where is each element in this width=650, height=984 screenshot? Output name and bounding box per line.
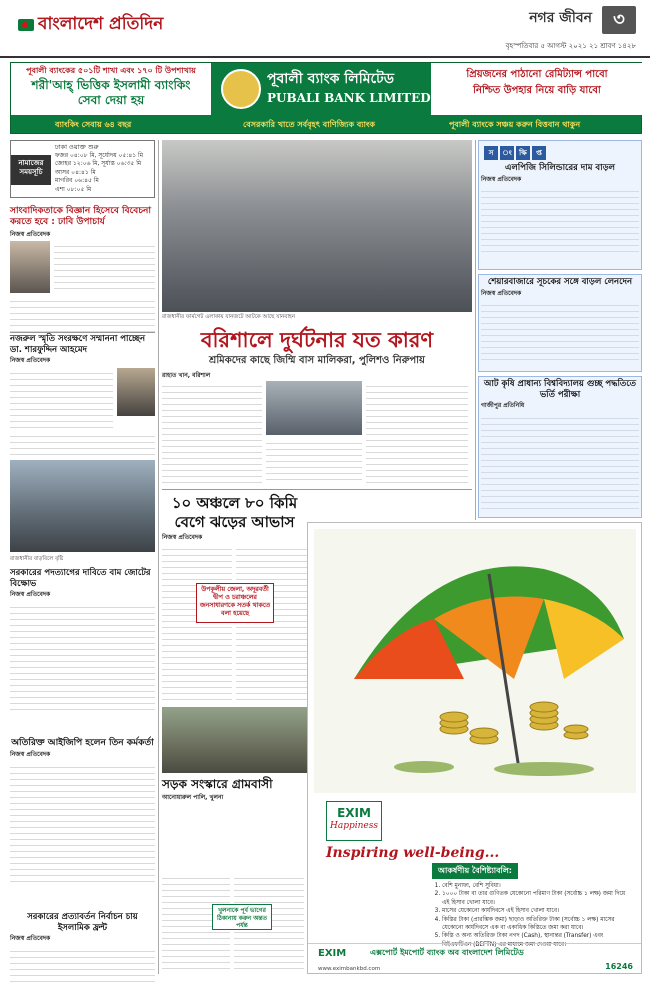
headline[interactable]: নজরুল স্মৃতি সংরক্ষণে সম্মাননা পাচ্ছেন ডা. শারফুদ্দিন আহমেদ bbox=[10, 334, 146, 355]
exim-happiness-logo bbox=[326, 801, 382, 841]
bank-name: এক্সপোর্ট ইমপোর্ট ব্যাংক অব বাংলাদেশ লিমিটেড bbox=[370, 948, 524, 957]
feature-item: 3. মাসের যেকোনো কার্যদিবসে এই হিসাব খোলা যাবে। bbox=[442, 907, 632, 915]
headline[interactable]: সড়ক সংস্কারে গ্রামবাসী bbox=[162, 777, 273, 792]
divider bbox=[162, 489, 472, 490]
prayer-time: আসর ০৪:৪১ মি bbox=[55, 168, 96, 176]
ad-text: শরী'আহ্ ভিত্তিক ইসলামী ব্যাংকিং bbox=[31, 78, 191, 92]
story-body bbox=[10, 762, 155, 882]
feature-item: 2. ১০০০ টাকা বা তার গুণিতক যেকোনো পরিমাণ টাকা (সর্বোচ্চ ১ লক্ষ) জমা দিয়ে এই হিসাব খোলা যাবে। bbox=[442, 890, 632, 907]
bus-photo bbox=[266, 381, 362, 435]
logo-text: Happiness bbox=[330, 821, 378, 831]
story-body bbox=[481, 186, 639, 254]
ad-strip bbox=[11, 115, 643, 135]
byline: গাজীপুর প্রতিনিধি bbox=[481, 402, 525, 410]
story-body bbox=[162, 544, 232, 704]
byline: নিজস্ব প্রতিবেদক bbox=[10, 591, 51, 599]
column-divider bbox=[158, 140, 159, 974]
brief-lpg[interactable] bbox=[478, 140, 642, 270]
date-line: বৃহস্পতিবার ৫ আগস্ট ২০২১ ২১ শ্রাবণ ১৪২৮ bbox=[505, 42, 636, 50]
exim-bank-ad[interactable] bbox=[307, 522, 642, 974]
headline[interactable]: সাংবাদিকতাকে বিজ্ঞান হিসেবে বিবেচনা করতে হবে : ঢাবি উপাচার্য bbox=[10, 206, 152, 228]
byline: নিজস্ব প্রতিবেদক bbox=[481, 289, 522, 297]
headline[interactable]: অতিরিক্ত আইজিপি হলেন তিন কর্মকর্তা bbox=[11, 738, 154, 748]
prayer-time: মাগরিব ০৬:৪৫ মি bbox=[55, 177, 99, 185]
prayer-times bbox=[55, 152, 143, 194]
story-islamic-front[interactable] bbox=[10, 912, 155, 984]
ad-tagline: Inspiring well-being... bbox=[326, 845, 500, 861]
story-body bbox=[481, 300, 639, 360]
bank-name-bn: পূবালী ব্যাংক লিমিটেড bbox=[267, 71, 395, 87]
ad-brand-panel bbox=[211, 63, 431, 115]
brief-letter: স bbox=[484, 146, 498, 160]
ad-text: পূবালী ব্যাংকের ৫০১টি শাখা এবং ১৭০ টি উপশাখায় bbox=[26, 66, 196, 75]
column-divider bbox=[475, 140, 476, 520]
story-body bbox=[10, 296, 155, 336]
story-body bbox=[481, 413, 639, 509]
bank-name-en: PUBALI BANK LIMITED bbox=[267, 91, 431, 105]
story-igp[interactable] bbox=[10, 738, 155, 882]
story-body bbox=[162, 381, 262, 485]
prayer-time: জোহর ১২:০৬ মি, সূর্যাস্ত ০৬:৩৫ মি bbox=[55, 160, 142, 168]
brief-agri-university[interactable] bbox=[478, 376, 642, 518]
headline[interactable]: সরকারের পদত্যাগের দাবিতে বাম জোটের বিক্ষোভ bbox=[10, 568, 151, 589]
feature-item: 4. কিস্তির টাকা (প্রারম্ভিক জমা) ছাড়াও অতিরিক্ত টাকা (সর্বোচ্চ ১ লক্ষ) মাসের যেকোনো কার্যদিবসে এক বা একাধিক কিস্তিতে জমা করা যাবে। bbox=[442, 916, 632, 933]
byline: নিজস্ব প্রতিবেদক bbox=[162, 533, 203, 541]
ad-left-panel bbox=[11, 63, 211, 115]
hotline-number: 16246 bbox=[605, 962, 633, 971]
ad-right-panel bbox=[431, 63, 643, 115]
brief-letter: ং bbox=[500, 146, 514, 160]
ad-text: সেবা দেয়া হয় bbox=[77, 93, 145, 107]
brief-share-market[interactable] bbox=[478, 274, 642, 372]
brief-letter: প্ত bbox=[532, 146, 546, 160]
headline[interactable]: সরকারের প্রত্যাবর্তন নির্বাচন চায় ইসলামিক ফ্রন্ট bbox=[27, 912, 138, 933]
ad-strip-text: পূবালী ব্যাংকে সঞ্চয় করুন বিত্তবান থাকুন bbox=[449, 120, 581, 129]
feature-item: 1. বেশি মুনাফা, বেশি সুবিধা। bbox=[442, 882, 632, 890]
story-barishal[interactable] bbox=[162, 327, 472, 368]
section-label: নগর জীবন bbox=[529, 10, 592, 26]
byline: নিজস্ব প্রতিবেদক bbox=[10, 357, 51, 365]
byline: নিজস্ব প্রতিবেদক bbox=[10, 935, 51, 943]
brief-letter: ক্ষি bbox=[516, 146, 530, 160]
headline[interactable]: আট কৃষি প্রাধান্য বিশ্ববিদ্যালয় গুচ্ছ পদ্ধতিতে ভর্তি পরীক্ষা bbox=[483, 379, 637, 400]
prayer-tag: নামাজের সময়সূচি bbox=[11, 155, 51, 185]
ad-text: নিশ্চিত উপহার নিয়ে বাড়ি যাবো bbox=[473, 84, 601, 96]
road-repair-photo bbox=[162, 707, 307, 773]
bank-emblem-icon bbox=[221, 69, 261, 109]
divider bbox=[10, 332, 155, 333]
prayer-times-box bbox=[10, 140, 155, 198]
headline[interactable]: ১০ অঞ্চলে ৮০ কিমি বেগে ঝড়ের আভাস bbox=[171, 494, 298, 531]
storm-body bbox=[162, 541, 307, 701]
pubali-bank-ad[interactable] bbox=[10, 62, 642, 134]
photo-caption: রাজধানীর বাড়বিলে বৃষ্টি bbox=[10, 556, 64, 562]
ad-strip-text: ব্যাংকিং সেবায় ৬৪ বছর bbox=[55, 120, 132, 129]
pull-quote: খুলনাকে পূর্ব ভাগের ঠিকানায় করুন অন্তত পর্যন্ত bbox=[212, 904, 272, 930]
newspaper-logo: বাংলাদেশ প্রতিদিন bbox=[18, 14, 163, 35]
prayer-title: ঢাকা ওয়াক্ত শুরু bbox=[55, 143, 99, 151]
masthead bbox=[0, 0, 650, 58]
features-list bbox=[432, 863, 632, 949]
brief-section-header bbox=[481, 143, 639, 163]
traffic-jam-photo bbox=[162, 140, 472, 312]
rain-photo bbox=[10, 460, 155, 552]
story-journalism[interactable] bbox=[10, 206, 155, 336]
ad-footer bbox=[308, 943, 642, 974]
left-column bbox=[10, 140, 155, 974]
umbrella-coins-illustration bbox=[314, 529, 636, 793]
features-heading: আকর্ষণীয় বৈশিষ্ট্যাবলি: bbox=[432, 863, 518, 879]
lead-subheadline: শ্রমিকদের কাছে জিম্মি বাস মালিকরা, পুলিশও নিরুপায় bbox=[209, 355, 425, 367]
story-storm[interactable] bbox=[162, 494, 307, 532]
prayer-time: ফজর ০৪:০৮ মি, সূর্যোদয় ০৫:৪১ মি bbox=[55, 152, 144, 159]
story-body bbox=[366, 381, 468, 485]
byline: নিজস্ব প্রতিবেদক bbox=[10, 230, 51, 238]
byline: রাহাত খান, বরিশাল bbox=[162, 371, 211, 379]
story-body bbox=[54, 241, 155, 293]
photo-caption: রাজধানীর ফার্মগেট এলাকায় যানজটে আটকে আছে যানবাহন bbox=[162, 314, 296, 320]
exim-mini-logo: EXIM bbox=[318, 948, 347, 959]
story-nazrul[interactable] bbox=[10, 334, 155, 467]
headline[interactable]: এলপিজি সিলিন্ডারের দাম বাড়ল bbox=[505, 163, 615, 173]
ad-text: প্রিয়জনের পাঠানো রেমিট্যান্স পাবো bbox=[466, 69, 608, 80]
logo-text: EXIM bbox=[337, 806, 371, 820]
byline: আনোয়ারুল পালি, খুলনা bbox=[162, 794, 224, 802]
feature-item: 5. কিস্তি ও অন্য অতিরিক্ত টাকা নগদ (Cash), স্থানান্তর (Transfer) এবং বিইএফটিএন (BEFTN) এর মাধ্যমে জমা দেওয়া যাবে। bbox=[442, 932, 632, 949]
portrait-photo bbox=[10, 241, 50, 293]
byline: নিজস্ব প্রতিবেদক bbox=[481, 175, 522, 183]
story-body bbox=[236, 544, 307, 704]
byline: নিজস্ব প্রতিবেদক bbox=[10, 751, 51, 759]
headline[interactable]: শেয়ারবাজারে সূচকের সঙ্গে বাড়ল লেনদেন bbox=[487, 277, 633, 287]
right-column bbox=[478, 140, 642, 518]
pull-quote: উপকূলীয় জেলা, অদূরবর্তী দ্বীপ ও চরাঞ্চলের জনসাধারণকে সতর্ক থাকতে বলা হয়েছে bbox=[196, 583, 274, 623]
story-body bbox=[10, 602, 155, 714]
lead-headline[interactable]: বরিশালে দুর্ঘটনার যত কারণ bbox=[200, 327, 434, 352]
story-left-alliance[interactable] bbox=[10, 568, 155, 714]
story-body bbox=[10, 368, 113, 428]
bank-url[interactable]: www.eximbankbd.com bbox=[318, 966, 381, 972]
portrait-photo bbox=[117, 368, 155, 416]
ad-strip-text: বেসরকারি খাতে সর্ববৃহৎ বাণিজ্যিক ব্যাংক bbox=[243, 120, 375, 129]
story-body bbox=[10, 946, 155, 984]
prayer-time: এশা ০৮:০৫ মি bbox=[55, 185, 92, 193]
story-body bbox=[266, 438, 362, 484]
page-number: ৩ bbox=[602, 6, 636, 34]
flag-icon bbox=[18, 19, 34, 31]
road-story-body bbox=[162, 870, 304, 970]
